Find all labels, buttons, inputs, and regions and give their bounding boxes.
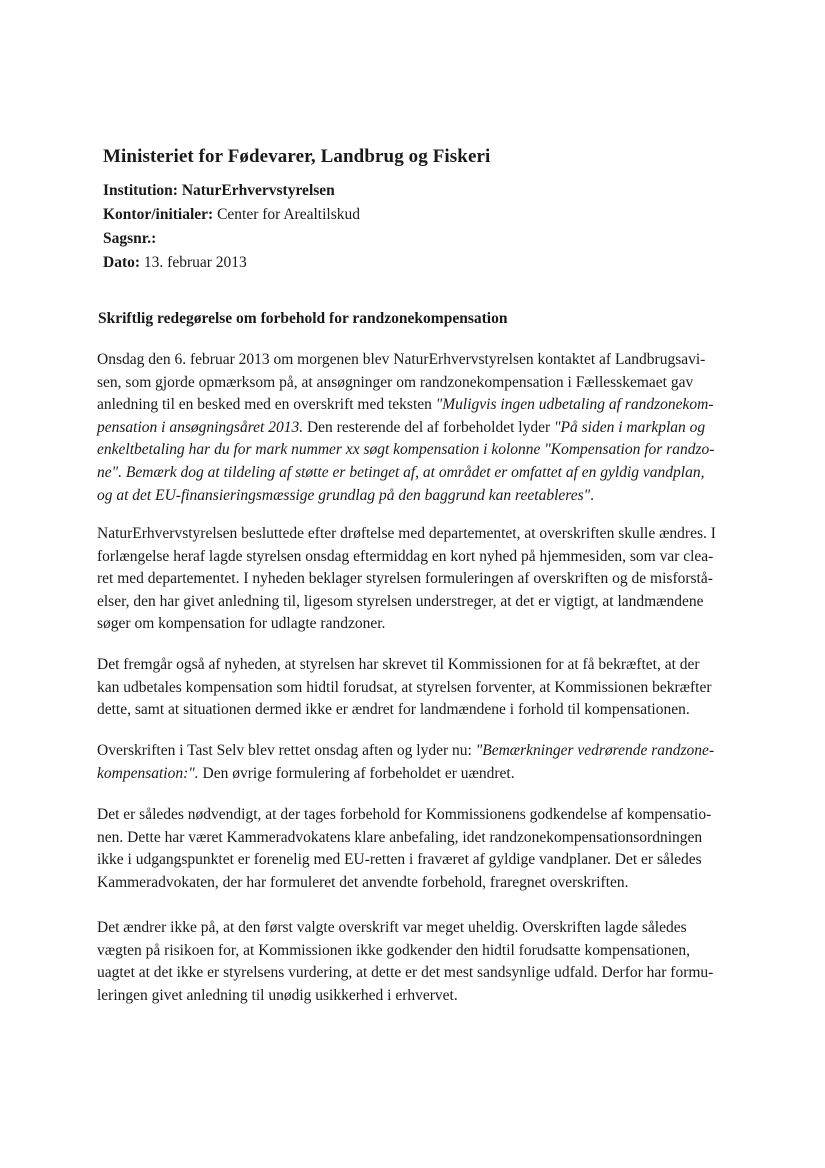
quoted-text: pensation i ansøgningsåret 2013.	[97, 418, 304, 436]
text-segment: anledning til en besked med en overskrift med teksten	[97, 396, 436, 414]
text-line: forlængelse heraf lagde styrelsen onsdag eftermiddag en kort nyhed på hjemmesiden, som var clea-	[97, 547, 714, 565]
office-value: Center for Arealtilskud	[217, 206, 360, 223]
text-line: dette, samt at situationen dermed ikke er ændret for landmændene i forhold til kompensationen.	[97, 701, 690, 719]
paragraph-6	[97, 917, 737, 1007]
text-line	[97, 485, 737, 508]
date-row	[103, 251, 360, 275]
quoted-text: kompensation:".	[97, 764, 199, 782]
text-line	[97, 417, 737, 440]
text-segment: Den øvrige formulering af forbeholdet er uændret.	[198, 764, 515, 782]
text-line: Onsdag den 6. februar 2013 om morgenen blev NaturErhvervstyrelsen kontaktet af Landbrugsavi-	[97, 351, 706, 368]
text-segment: .	[590, 486, 595, 504]
text-line: Det er således nødvendigt, at der tages forbehold for Kommissionens godkendelse af kompensatio-	[97, 806, 712, 823]
text-segment: Den resterende del af forbeholdet lyder	[303, 418, 555, 436]
institution-value: NaturErhvervstyrelsen	[181, 182, 335, 199]
text-line: vægten på risikoen for, at Kommissionen ikke godkender den hidtil forudsatte kompensationen,	[97, 941, 690, 959]
paragraph-5	[97, 804, 737, 894]
quoted-text-line: ne". Bemærk dog at tildeling af støtte er betinget af, at området er omfattet af en gyldig vandplan,	[97, 463, 705, 481]
institution-label: Institution:	[103, 182, 178, 199]
quoted-text: "Bemærkninger vedrørende randzone-	[475, 742, 715, 759]
text-line	[97, 763, 737, 786]
text-line: Det fremgår også af nyheden, at styrelsen har skrevet til Kommissionen for at få bekræftet, at der	[97, 656, 700, 673]
text-line: Det ændrer ikke på, at den først valgte overskrift var meget uheldig. Overskriften lagde således	[97, 919, 687, 936]
text-line: elser, den har givet anledning til, ligesom styrelsen understreger, at det er vigtigt, at landmændene	[97, 592, 704, 610]
text-line: Kammeradvokaten, der har formuleret det anvendte forbehold, fraregnet overskriften.	[97, 873, 629, 891]
text-line: NaturErhvervstyrelsen besluttede efter drøftelse med departementet, at overskriften skulle ændres. I	[97, 525, 716, 542]
quoted-text: og at det EU-finansieringsmæssige grundlag på den baggrund kan reetableres"	[97, 486, 591, 504]
ministry-title: Ministeriet for Fødevarer, Landbrug og Fiskeri	[103, 146, 491, 167]
text-line: nen. Dette har været Kammeradvokatens klare anbefaling, idet randzonekompensationsordningen	[97, 828, 703, 846]
date-value: 13. februar 2013	[143, 254, 247, 271]
paragraph-1	[97, 349, 737, 507]
office-row	[103, 203, 360, 227]
document-metadata	[103, 179, 360, 275]
institution-row	[103, 179, 360, 203]
text-segment: Overskriften i Tast Selv blev rettet onsdag aften og lyder nu:	[97, 742, 476, 759]
text-line	[97, 394, 737, 417]
text-line	[97, 740, 737, 763]
text-line: ikke i udgangspunktet er forenelig med EU-retten i fraværet af gyldige vandplaner. Det er således	[97, 851, 702, 869]
text-line: ret med departementet. I nyheden beklager styrelsen formuleringen af overskriften og de misforstå-	[97, 570, 713, 588]
text-line: leringen givet anledning til unødig usikkerhed i erhvervet.	[97, 986, 458, 1004]
paragraph-4	[97, 740, 737, 785]
date-label: Dato:	[103, 254, 141, 271]
text-line: søger om kompensation for udlagte randzoner.	[97, 615, 386, 633]
case-label: Sagsnr.:	[103, 230, 157, 247]
text-line: sen, som gjorde opmærksom på, at ansøgninger om randzonekompensation i Fællesskemaet gav	[97, 373, 694, 391]
document-heading: Skriftlig redegørelse om forbehold for randzonekompensation	[98, 310, 508, 327]
quoted-text: "På siden i markplan og	[554, 418, 706, 436]
text-line: uagtet at det ikke er styrelsens vurdering, at dette er det mest sandsynlige udfald. Derfor har formu-	[97, 964, 714, 982]
paragraph-3	[97, 654, 737, 722]
case-row	[103, 227, 360, 251]
office-label: Kontor/initialer:	[103, 206, 214, 223]
paragraph-2	[97, 523, 737, 636]
quoted-text: "Muligvis ingen udbetaling af randzonekom-	[435, 396, 714, 414]
text-line: kan udbetales kompensation som hidtil forudsat, at styrelsen forventer, at Kommissionen bekræfter	[97, 678, 712, 696]
quoted-text-line: enkeltbetaling har du for mark nummer xx søgt kompensation i kolonne "Kompensation for randzo-	[97, 441, 715, 459]
